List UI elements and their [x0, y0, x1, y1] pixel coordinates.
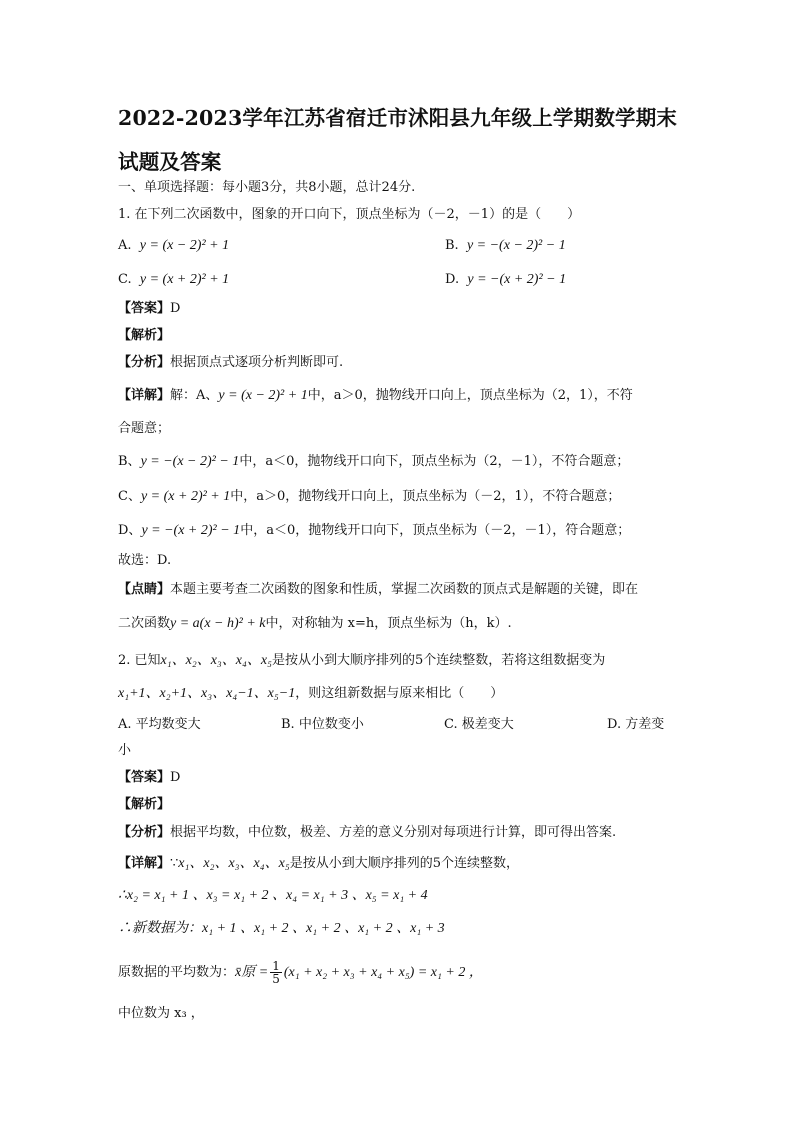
q2-answer: 【答案】D	[118, 770, 181, 785]
q1-answer: 【答案】D	[118, 301, 181, 316]
q1-choose: 故选：D.	[118, 553, 172, 568]
fraction-one-fifth: $\frac{1}{5}$	[272, 959, 280, 986]
section-heading: 一、单项选择题：每小题3分，共8小题，总计24分.	[118, 180, 416, 195]
q2-detail-3: ∴新数据为：x₁ + 1 、x₁ + 2 、x₁ + 2 、x₁ + 2 、x₁ + 3	[118, 921, 445, 936]
q1-detail-a: 【详解】解：A、y = (x − 2)² + 1中，a＞0，抛物线开口向上，顶点坐标为（2，1），不符	[118, 388, 633, 403]
q1-option-d: D. y = −(x + 2)² − 1	[445, 272, 567, 287]
q2-detail-5: 中位数为 x₃ ，	[118, 1006, 204, 1021]
q1-detail-c: C、y = (x + 2)² + 1中，a＞0，抛物线开口向上，顶点坐标为（－2，1），不符合题意；	[118, 489, 621, 504]
question-2-stem-cont: x₁+1、x₂+1、x₃、x₄−1、x₅−1，则这组新数据与原来相比（ ）	[118, 686, 504, 701]
question-2-stem: 2. 已知x₁、x₂、x₃、x₄、x₅是按从小到大顺序排列的5个连续整数，若将这组数据变为	[118, 653, 606, 668]
q2-detail-2: ∴x₂ = x₁ + 1 、x₃ = x₁ + 2 、x₄ = x₁ + 3 、x₅ = x₁ + 4	[118, 888, 428, 903]
q2-detail-1: 【详解】∵x₁、x₂、x₃、x₄、x₅是按从小到大顺序排列的5个连续整数，	[118, 856, 519, 871]
q1-dianjing-cont: 二次函数y = a(x − h)² + k中，对称轴为 x=h，顶点坐标为（h，k）.	[118, 616, 512, 631]
question-1-stem: 1. 在下列二次函数中，图象的开口向下，顶点坐标为（－2，－1）的是（ ）	[118, 207, 581, 222]
page-title: 2022-2023学年江苏省宿迁市沭阳县九年级上学期数学期末试题及答案	[118, 106, 678, 174]
q2-analysis-heading: 【解析】	[118, 797, 171, 812]
q1-option-c: C. y = (x + 2)² + 1	[118, 272, 230, 287]
q2-detail-4: 原数据的平均数为：x̄原 = $\frac{1}{5}$ (x₁ + x₂ + x₃ + x₄ + x₅) = x₁ + 2 ，	[118, 959, 483, 986]
q2-option-b: B. 中位数变小	[281, 717, 364, 732]
q1-dianjing: 【点睛】本题主要考查二次函数的图象和性质，掌握二次函数的顶点式是解题的关键，即在	[118, 582, 639, 597]
q2-option-a: A. 平均数变大	[118, 717, 201, 732]
q1-detail-a-cont: 合题意；	[118, 421, 171, 436]
q1-option-a: A. y = (x − 2)² + 1	[118, 238, 230, 253]
q1-analysis-heading: 【解析】	[118, 328, 171, 343]
q1-detail-d: D、y = −(x + 2)² − 1中，a＜0，抛物线开口向下，顶点坐标为（－2，－1），符合题意；	[118, 523, 631, 538]
q2-fenxi: 【分析】根据平均数，中位数，极差、方差的意义分别对每项进行计算，即可得出答案.	[118, 825, 617, 840]
q1-fenxi: 【分析】根据顶点式逐项分析判断即可.	[118, 355, 344, 370]
q1-option-b: B. y = −(x − 2)² − 1	[445, 238, 566, 253]
q2-option-d-cont: 小	[118, 743, 132, 758]
q2-option-d: D. 方差变	[607, 717, 665, 732]
q1-detail-b: B、y = −(x − 2)² − 1中，a＜0，抛物线开口向下，顶点坐标为（2，－1），不符合题意；	[118, 454, 630, 469]
q2-option-c: C. 极差变大	[444, 717, 514, 732]
